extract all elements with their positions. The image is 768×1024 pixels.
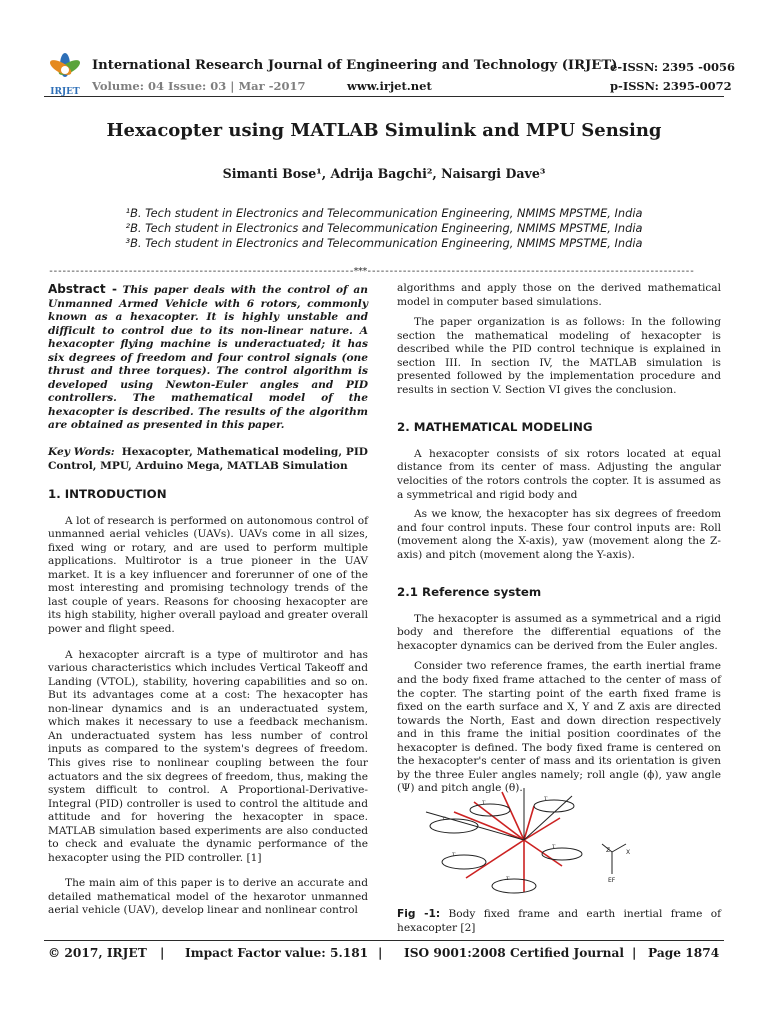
svg-text:X: X xyxy=(626,849,631,856)
footer-page-number: Page 1874 xyxy=(648,946,720,960)
journal-website: www.irjet.net xyxy=(347,79,432,93)
keywords xyxy=(48,446,368,473)
intro-paragraph-3: The main aim of this paper is to derive an accurate and detailed mathematical model of the hexarotor unmanned aerial vehicle (UAV), develop linear and nonlinear control xyxy=(48,877,368,917)
figure-label: Fig -1: xyxy=(397,908,441,920)
svg-text:T: T xyxy=(544,796,548,802)
figure-caption-text: Body fixed frame and earth inertial frame of hexacopter [2] xyxy=(397,908,721,934)
irjet-logo-icon xyxy=(44,50,86,96)
footer-copyright: © 2017, IRJET xyxy=(48,946,147,960)
footer-separator-1: | xyxy=(160,946,165,960)
logo-text: IRJET xyxy=(50,87,80,96)
reference-paragraph-2: Consider two reference frames, the earth inertial frame and the body fixed frame attached to the center of mass of the copter. The starting point of the earth fixed frame is fixed on the earth surface and X, Y and Z axis are directed towards the North, East and down direction respectively and in this frame the initial position coordinates of the hexacopter is defined. The body fixed frame is centered on the hexacopter's center of mass and its orientation is given by the three Euler angles namely; roll angle (ϕ), yaw angle (Ψ) and pitch angle (θ). xyxy=(397,660,721,795)
footer-iso: ISO 9001:2008 Certified Journal xyxy=(404,946,625,960)
hexacopter-figure-icon xyxy=(412,782,642,904)
section-heading-reference-system: 2.1 Reference system xyxy=(397,585,542,600)
figure-caption xyxy=(397,908,721,935)
organization-paragraph: The paper organization is as follows: In the following section the mathematical modeling of hexacopter is described while the PID control technique is explained in section III. In section IV, the MATLAB simulation is presented followed by the implementation procedure and results in section V. Section VI gives the conclusion. xyxy=(397,316,721,396)
footer-separator-2: | xyxy=(378,946,383,960)
reference-paragraph-1: The hexacopter is assumed as a symmetrical and a rigid body and therefore the differential equations of the hexacopter dynamics can be derived from the Euler angles. xyxy=(397,612,721,652)
keywords-label: Key Words: xyxy=(48,446,115,459)
svg-text:T: T xyxy=(506,876,510,882)
continued-paragraph: algorithms and apply those on the derived mathematical model in computer based simulations. xyxy=(397,282,721,308)
section-heading-introduction: 1. INTRODUCTION xyxy=(48,487,167,502)
affiliation-2: ²B. Tech student in Electronics and Telecommunication Engineering, NMIMS MPSTME, India xyxy=(125,221,643,235)
svg-text:T: T xyxy=(552,844,556,850)
intro-paragraph-1: A lot of research is performed on autonomous control of unmanned aerial vehicles (UAVs). UAVs come in all sizes, fixed wing or rotary, and are used to perform multiple applications. Multirotor is a true pioneer in the UAV market. It is a key influencer and forerunner of one of the most interesting and promising technology trends of the last couple of years. Reasons for choosing hexacopter are its high stability, higher overall payload and greater overall power and flight speed. xyxy=(48,514,368,636)
intro-paragraph-2: A hexacopter aircraft is a type of multirotor and has various characteristics which includes Vertical Takeoff and Landing (VTOL), stability, hovering capabilities and so on. But its advantages come at a cost: The hexacopter has non-linear dynamics and is an underactuated system, which makes it necessary to use a feedback mechanism. An underactuated system has less number of control inputs as compared to the system's degrees of freedom. This gives rise to nonlinear coupling between the four actuators and the six degrees of freedom, thus, making the system difficult to control. A Proportional-Derivative-Integral (PID) controller is used to control the altitude and attitude and for hovering the hexacopter in space. MATLAB simulation based experiments are also conducted to check and evaluate the dynamic performance of the hexacopter using the PID controller. [1] xyxy=(48,648,368,864)
volume-issue: Volume: 04 Issue: 03 | Mar -2017 xyxy=(92,79,306,93)
svg-text:EF: EF xyxy=(608,877,616,884)
footer-impact-factor: Impact Factor value: 5.181 xyxy=(185,946,369,960)
journal-title: International Research Journal of Engineering and Technology (IRJET) xyxy=(92,58,618,73)
abstract-label: Abstract - xyxy=(48,282,117,296)
affiliation-3: ³B. Tech student in Electronics and Telecommunication Engineering, NMIMS MPSTME, India xyxy=(125,236,643,250)
section-heading-math-modeling: 2. MATHEMATICAL MODELING xyxy=(397,420,593,435)
right-column xyxy=(397,282,721,796)
svg-text:T: T xyxy=(452,852,456,858)
abstract xyxy=(48,283,368,433)
svg-text:T: T xyxy=(442,816,446,822)
svg-text:Z: Z xyxy=(606,847,611,854)
paper-authors: Simanti Bose¹, Adrija Bagchi², Naisargi Dave³ xyxy=(222,166,546,181)
footer-separator-3: | xyxy=(632,946,637,960)
footer-rule xyxy=(44,940,724,941)
paper-title: Hexacopter using MATLAB Simulink and MPU Sensing xyxy=(106,120,662,141)
e-issn: e-ISSN: 2395 -0056 xyxy=(610,60,735,74)
left-column xyxy=(48,283,368,918)
header-rule xyxy=(44,96,724,97)
keywords-text: Hexacopter, Mathematical modeling, PID Control, MPU, Arduino Mega, MATLAB Simulation xyxy=(48,446,368,472)
abstract-text: This paper deals with the control of an Unmanned Armed Vehicle with 6 rotors, commonly known as a hexacopter. It is highly unstable and difficult to control due to its non-linear nature. A hexacopter flying machine is underactuated; it has six degrees of freedom and four control signals (one thrust and three torques). The control algorithm is developed using Newton-Euler angles and PID controllers. The mathematical model of the hexacopter is described. The results of the algorithm are obtained as presented in this paper. xyxy=(48,284,368,432)
p-issn: p-ISSN: 2395-0072 xyxy=(610,79,732,93)
section-separator: ---------------------------------------------------------------------***-------------------------------------------------------------------------- xyxy=(48,266,694,276)
math-paragraph-1: A hexacopter consists of six rotors located at equal distance from its center of mass. Adjusting the angular velocities of the rotors controls the copter. It is assumed as a symmetrical and rigid body and xyxy=(397,447,721,501)
math-paragraph-2: As we know, the hexacopter has six degrees of freedom and four control inputs. These four control inputs are: Roll (movement along the X-axis), yaw (movement along the Z-axis) and pitch (movement along the Y-axis). xyxy=(397,508,721,561)
svg-text:T: T xyxy=(482,800,486,806)
affiliation-1: ¹B. Tech student in Electronics and Telecommunication Engineering, NMIMS MPSTME, India xyxy=(125,206,643,220)
